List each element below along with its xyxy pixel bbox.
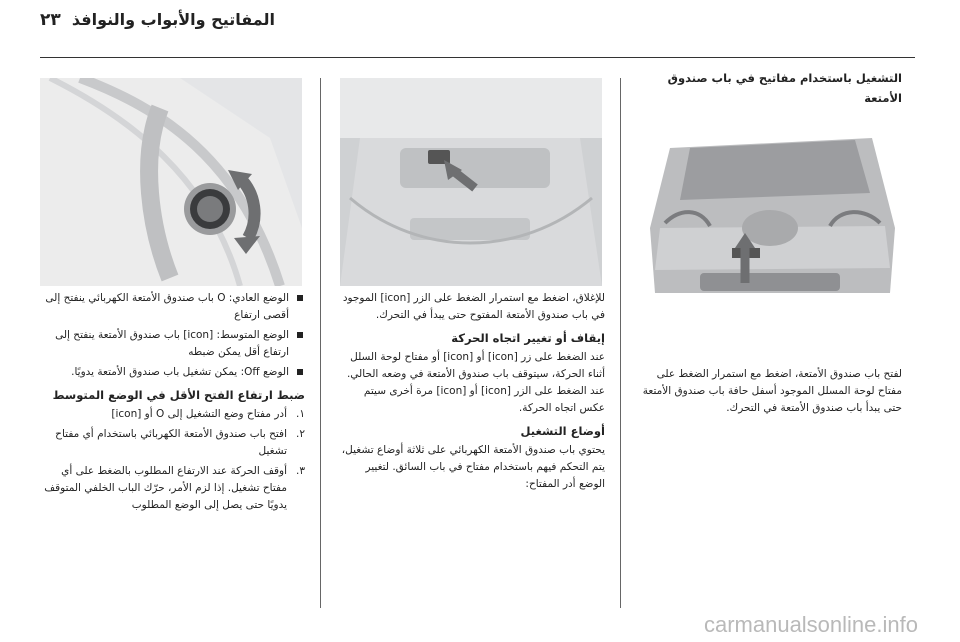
modes-paragraph: يحتوي باب صندوق الأمتعة الكهربائي على ثلاثة أوضاع تشغيل، يتم التحكم فيهم باستخدام مفتاح في باب السائق. لتغيير الوضع أدر المفتاح: [341, 444, 605, 490]
list-item: ٣. أوقف الحركة عند الارتفاع المطلوب بالضغط على أي مفتاح تشغيل. إذا لزم الأمر، حرّك الباب الخلفي المتوقف يدويًا حتى يصل إلى الوضع المطلوب [44, 465, 305, 511]
bullet-icon [297, 295, 303, 301]
mode-switch-figure [40, 78, 302, 286]
modes-heading: أوضاع التشغيل [520, 424, 605, 438]
bullet-icon [297, 369, 303, 375]
mode-switch-illustration [40, 78, 302, 286]
bullet-icon [297, 332, 303, 338]
list-item: الوضع العادي: O باب صندوق الأمتعة الكهربائي ينفتح إلى أقصى ارتفاع [40, 290, 305, 324]
list-item: ١. أدر مفتاح وضع التشغيل إلى O أو [icon] [111, 408, 305, 420]
stop-heading: إيقاف أو تغيير اتجاه الحركة [451, 331, 605, 345]
section-heading: التشغيل باستخدام مفاتيح في باب صندوق الأمتعة [667, 71, 902, 105]
middle-column [340, 290, 605, 495]
steps-list [40, 406, 305, 514]
set-height-heading: ضبط ارتفاع الفتح الأقل في الوضع المتوسط [52, 388, 305, 402]
list-item: الوضع المتوسط: [icon] باب صندوق الأمتعة ينفتح إلى ارتفاع أقل يمكن ضبطه [40, 327, 305, 361]
right-column [640, 68, 902, 419]
close-paragraph: للإغلاق، اضغط مع استمرار الضغط على الزر [icon] الموجود في باب صندوق الأمتعة المفتوح حتى يبدأ في التحرك. [342, 292, 605, 321]
column-divider [320, 78, 321, 608]
list-item: ٢. افتح باب صندوق الأمتعة الكهربائي باستخدام أي مفتاح تشغيل [55, 428, 305, 457]
page-number: ٢٣ [40, 10, 61, 30]
list-item: الوضع Off: يمكن تشغيل باب صندوق الأمتعة يدويًا. [40, 364, 305, 381]
header-rule [40, 57, 915, 58]
mode-list [40, 290, 305, 381]
column-divider [620, 78, 621, 608]
left-column [40, 290, 305, 517]
chapter-title: المفاتيح والأبواب والنوافذ [71, 10, 275, 29]
unlock-paragraph: لفتح باب صندوق الأمتعة، اضغط مع استمرار الضغط على مفتاح لوحة المسلل الموجود أسفل حافة باب صندوق الأمتعة حتى يبدأ باب صندوق الأمتعة في التحرك. [642, 368, 902, 414]
watermark: carmanualsonline.info [703, 612, 918, 637]
stop-paragraph: عند الضغط على زر [icon] أو [icon] أو مفتاح لوحة السلل أثناء الحركة، سيتوقف باب صندوق الأمتعة في وضعه الحالي. عند الضغط على الزر [icon] أو [icon] مرة أخرى سيتم عكس اتجاه الحركة. [346, 351, 605, 414]
page-header [40, 6, 915, 38]
tailgate-button-figure [340, 78, 602, 286]
tailgate-interior-illustration [340, 78, 602, 286]
